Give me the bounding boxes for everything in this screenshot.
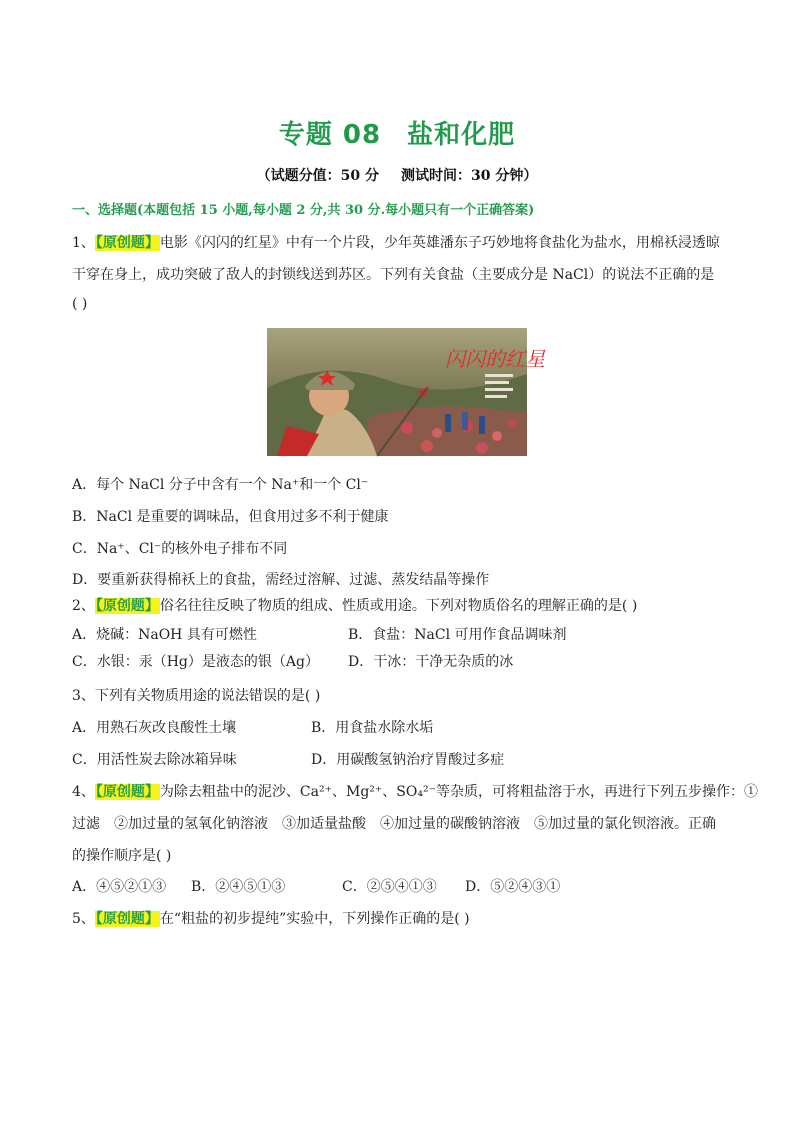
q4-option-a: A．④⑤②①③ (72, 879, 167, 895)
q4-option-b: B．②④⑤①③ (191, 879, 286, 895)
q4-option-c: C．②⑤④①③ (342, 879, 437, 895)
q3-option-d: D．用碳酸氢钠治疗胃酸过多症 (311, 752, 505, 768)
q2-text: 俗名往往反映了物质的组成、性质或用途。下列对物质俗名的理解正确的是( ) (159, 598, 638, 614)
q2-option-d: D．干冰：干净无杂质的冰 (348, 654, 514, 670)
original-badge: 【原创题】 (95, 784, 159, 800)
q4-line3: 的操作顺序是( ) (72, 848, 172, 864)
poster-title: 闪闪的红星 (445, 347, 545, 371)
section-heading: 一、选择题(本题包括 15 小题,每小题 2 分,共 30 分.每小题只有一个正确答案) (72, 203, 535, 218)
original-badge: 【原创题】 (95, 235, 159, 251)
q1-option-b: B．NaCl 是重要的调味品，但食用过多不利于健康 (72, 509, 389, 525)
movie-poster-image (267, 328, 545, 456)
exam-info (0, 165, 794, 185)
q1-option-d: D．要重新获得棉袄上的食盐，需经过溶解、过滤、蒸发结晶等操作 (72, 572, 490, 588)
q3-option-a: A．用熟石灰改良酸性土壤 (72, 720, 237, 736)
q1-line1 (72, 232, 720, 252)
q1-option-c: C．Na⁺、Cl⁻的核外电子排布不同 (72, 541, 288, 557)
q2-option-a: A．烧碱：NaOH 具有可燃性 (72, 627, 257, 643)
q5-number: 5、 (72, 911, 95, 927)
q4-text-1: 为除去粗盐中的泥沙、Ca²⁺、Mg²⁺、SO₄²⁻等杂质，可将粗盐溶于水，再进行下列五步操作：① (159, 784, 758, 800)
score-info: （试题分值：50 分 (256, 168, 379, 184)
q5-stem (72, 908, 470, 928)
q2-number: 2、 (72, 598, 95, 614)
q1-option-a: A．每个 NaCl 分子中含有一个 Na⁺和一个 Cl⁻ (72, 477, 369, 493)
page-title (0, 114, 794, 151)
q2-option-b: B．食盐：NaCl 可用作食品调味剂 (348, 627, 567, 643)
q2-stem (72, 595, 637, 615)
title-number: 专题 08 (278, 120, 382, 150)
q2-option-c: C．水银：汞（Hg）是液态的银（Ag） (72, 654, 319, 670)
original-badge: 【原创题】 (95, 598, 159, 614)
q4-line1 (72, 781, 758, 801)
q1-line2: 干穿在身上，成功突破了敌人的封锁线送到苏区。下列有关食盐（主要成分是 NaCl）的说法不正确的是 (72, 267, 715, 283)
q4-line2: 过滤 ②加过量的氢氧化钠溶液 ③加适量盐酸 ④加过量的碳酸钠溶液 ⑤加过量的氯化钡溶液。正确 (72, 816, 716, 832)
original-badge: 【原创题】 (95, 911, 159, 927)
q4-option-d: D．⑤②④③① (465, 879, 561, 895)
title-topic: 盐和化肥 (407, 120, 516, 150)
q1-number: 1、 (72, 235, 95, 251)
q5-text: 在“粗盐的初步提纯”实验中，下列操作正确的是( ) (159, 911, 470, 927)
poster-illustration (267, 328, 545, 456)
q3-option-b: B．用食盐水除水垢 (311, 720, 434, 736)
time-info: 测试时间：30 分钟） (401, 168, 538, 184)
q1-answer-bracket: ( ) (72, 296, 88, 312)
q3-option-c: C．用活性炭去除冰箱异味 (72, 752, 237, 768)
q4-number: 4、 (72, 784, 95, 800)
q3-stem: 3、下列有关物质用途的说法错误的是( ) (72, 688, 321, 704)
q1-text-1: 电影《闪闪的红星》中有一个片段，少年英雄潘东子巧妙地将食盐化为盐水，用棉袄浸透晾 (159, 235, 720, 251)
